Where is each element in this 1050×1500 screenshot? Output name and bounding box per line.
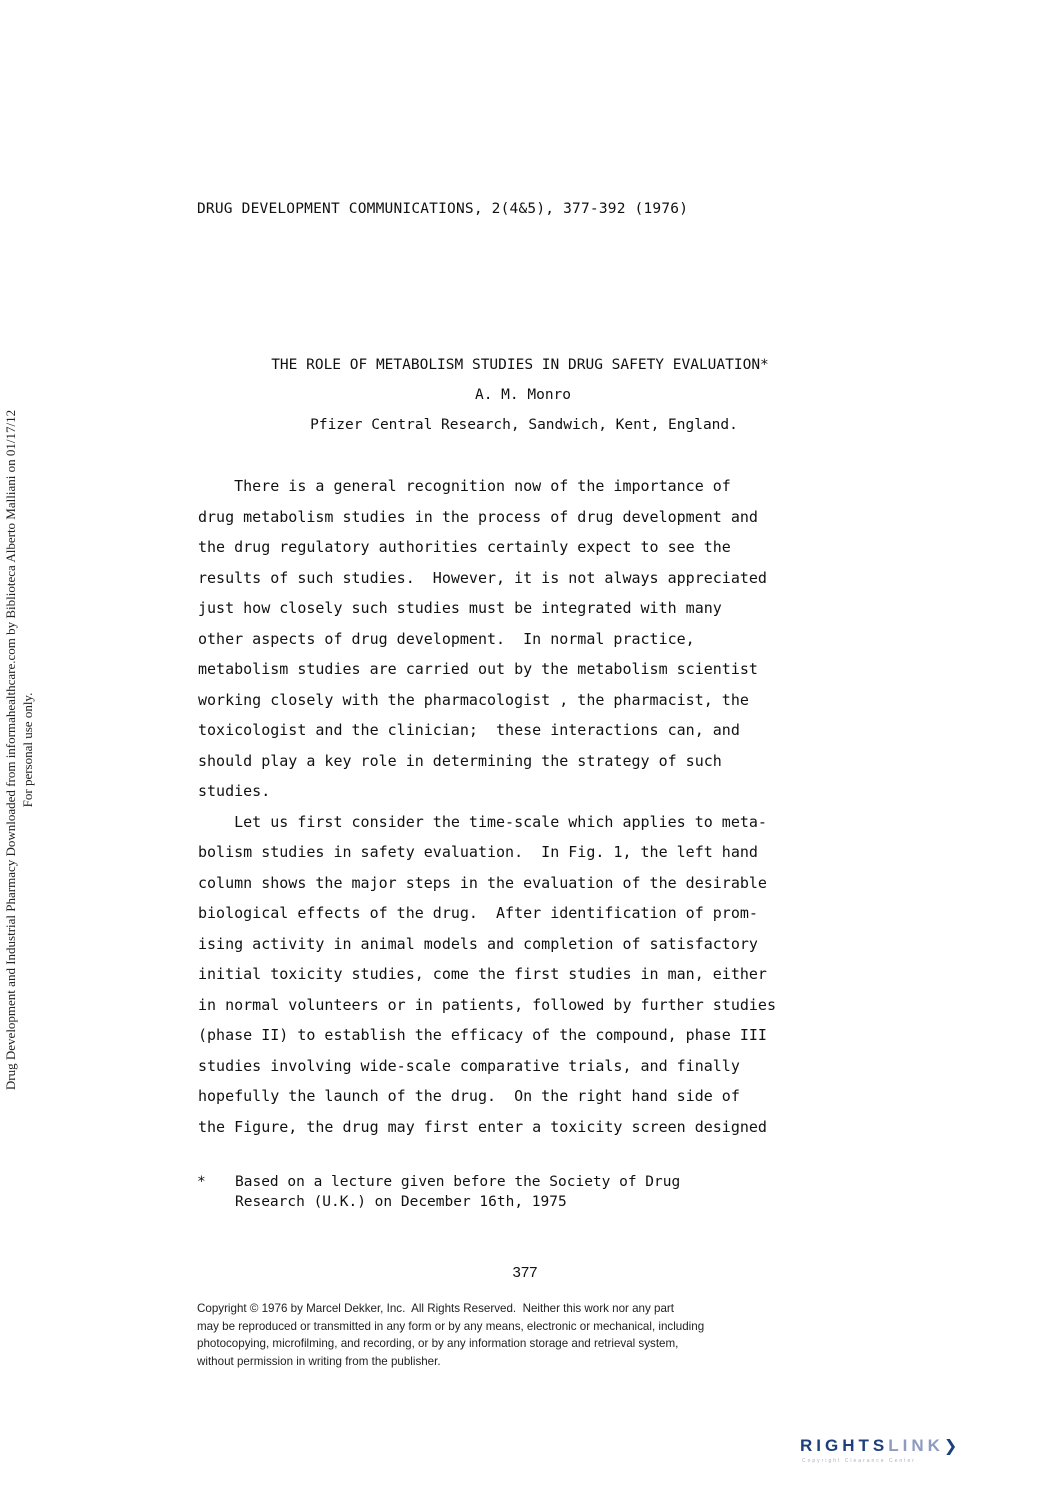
footnote-marker: * [197,1174,206,1190]
article-title: THE ROLE OF METABOLISM STUDIES IN DRUG SAFETY EVALUATION* [271,357,769,373]
body-line: Let us first consider the time-scale which applies to meta- [198,812,767,831]
body-line: ising activity in animal models and completion of satisfactory [198,934,758,953]
body-line: There is a general recognition now of the importance of [198,477,731,495]
body-line: working closely with the pharmacologist , the pharmacist, the [198,690,749,709]
body-line: toxicologist and the clinician; these interactions can, and [198,721,740,739]
copyright-notice: Copyright © 1976 by Marcel Dekker, Inc. All Rights Reserved. Neither this work nor any part may be reproduced or transmitted in any form or by any means, electronic or mechanical, including photocopying, microfilming, and recording, or by any information storage and retrieval system, without permission in writing from the publisher. [197,1302,705,1368]
body-line: studies involving wide-scale comparative trials, and finally [198,1056,740,1075]
download-watermark-line-1: Drug Development and Industrial Pharmacy Downloaded from informahealthcare.com by Biblioteca Alberto Malliani on 01/17/12 [3,409,18,1091]
chevron-right-icon: ❯ [943,1436,962,1455]
download-watermark-line-2: For personal use only. [20,692,35,808]
footnote-text: Based on a lecture given before the Society of Drug Research (U.K.) on December 16th, 1975 [235,1174,681,1210]
body-line: hopefully the launch of the drug. On the right hand side of [198,1087,740,1105]
body-line: initial toxicity studies, come the first studies in man, either [198,965,767,983]
body-line: other aspects of drug development. In normal practice, [198,629,695,648]
logo-tagline: Copyright Clearance Center [802,1458,916,1464]
affiliation: Pfizer Central Research, Sandwich, Kent, England. [310,417,738,433]
body-line: metabolism studies are carried out by the metabolism scientist [198,660,758,678]
body-text [198,471,878,1142]
logo-link-text: LINK [888,1436,944,1455]
body-line: biological effects of the drug. After identification of prom- [198,904,758,922]
body-line: studies. [198,782,271,800]
author: A. M. Monro [474,387,572,403]
body-line: (phase II) to establish the efficacy of the compound, phase III [198,1026,767,1044]
body-line: drug metabolism studies in the process of drug development and [198,507,758,526]
body-line: column shows the major steps in the evaluation of the desirable [198,873,767,892]
body-line: bolism studies in safety evaluation. In Fig. 1, the left hand [198,843,758,861]
body-line: the Figure, the drug may first enter a toxicity screen designed [198,1117,767,1136]
rightslink-logo[interactable] [800,1436,1040,1476]
download-watermark [0,315,40,1185]
body-line: should play a key role in determining the strategy of such [198,751,722,770]
body-line: in normal volunteers or in patients, followed by further studies [198,995,776,1014]
running-head: DRUG DEVELOPMENT COMMUNICATIONS, 2(4&5), 377-392 (1976) [197,201,689,217]
title-block [0,350,1050,440]
body-line: the drug regulatory authorities certainly expect to see the [198,538,731,556]
page-number: 377 [512,1264,538,1281]
body-line: results of such studies. However, it is not always appreciated [198,568,767,587]
body-line: just how closely such studies must be integrated with many [198,599,722,617]
logo-rights-text: RIGHTS [800,1436,889,1455]
